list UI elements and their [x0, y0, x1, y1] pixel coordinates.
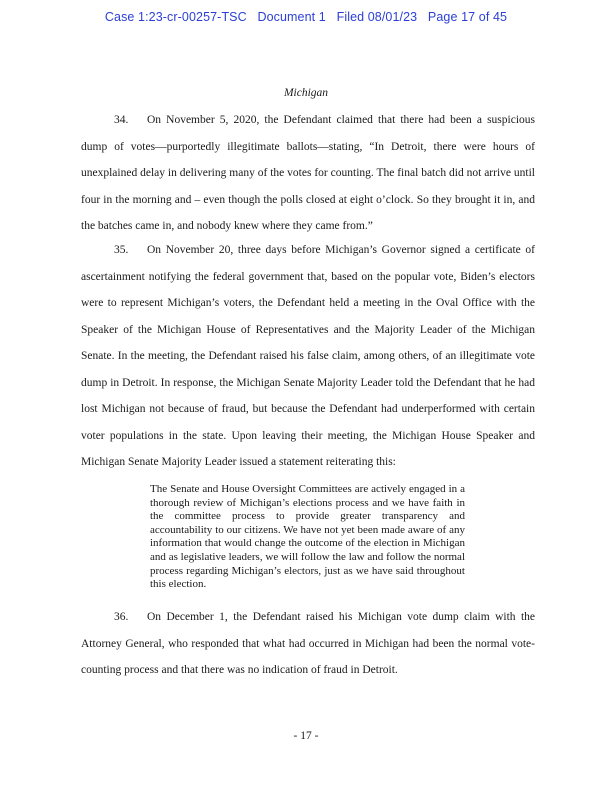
page-number: - 17 -	[293, 730, 319, 742]
paragraph-text: On December 1, the Defendant raised his Michigan vote dump claim with the Attorney General, who responded that what had occurred in Michigan had been the normal vote-counting process and that there was no indication of fraud in Detroit.	[81, 611, 535, 676]
paragraph-number: 36.	[114, 611, 129, 623]
paragraph-number: 34.	[114, 114, 129, 126]
paragraph-34	[81, 107, 535, 240]
paragraph-text: On November 5, 2020, the Defendant claimed that there had been a suspicious dump of votes—purportedly illegitimate ballots—stating, “In Detroit, there were hours of unexplained delay in delivering many of the votes for counting. The final batch did not arrive until four in the morning and – even though the polls closed at eight o’clock. So they brought it in, and the batches came in, and nobody knew where they came from.”	[81, 114, 535, 232]
paragraph-35	[81, 237, 535, 476]
court-filing-header: Case 1:23-cr-00257-TSC Document 1 Filed 08/01/23 Page 17 of 45	[104, 10, 508, 24]
section-heading: Michigan	[283, 87, 329, 99]
paragraph-text: On November 20, three days before Michigan’s Governor signed a certificate of ascertainment notifying the federal government that, based on the popular vote, Biden’s electors were to represent Michigan’s voters, the Defendant held a meeting in the Oval Office with the Speaker of the Michigan House of Representatives and the Majority Leader of the Michigan Senate. In the meeting, the Defendant raised his false claim, among others, of an illegitimate vote dump in Detroit. In response, the Michigan Senate Majority Leader told the Defendant that he had lost Michigan not because of fraud, but because the Defendant had underperformed with certain voter populations in the state. Upon leaving their meeting, the Michigan House Speaker and Michigan Senate Majority Leader issued a statement reiterating this:	[81, 244, 535, 468]
paragraph-36	[81, 604, 535, 684]
block-quote: The Senate and House Oversight Committees are actively engaged in a thorough review of Michigan’s elections process and we have faith in the committee process to provide greater transparency and accountability to our citizens. We have not yet been made aware of any information that would change the outcome of the election in Michigan and as legislative leaders, we will follow the law and follow the normal process regarding Michigan’s electors, just as we have said throughout this election.	[150, 483, 465, 591]
paragraph-number: 35.	[114, 244, 129, 256]
